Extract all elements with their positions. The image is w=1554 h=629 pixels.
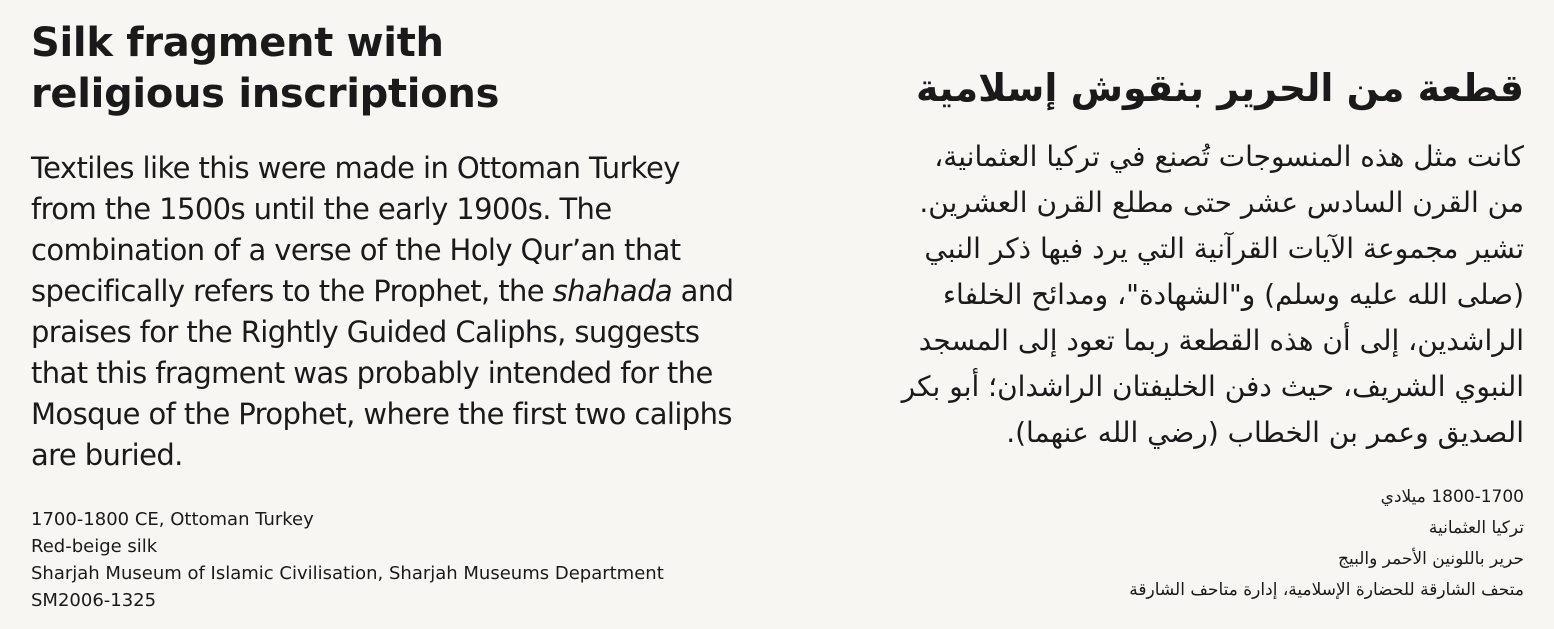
arabic-description-line: الراشدين، إلى أن هذه القطعة ربما تعود إلى المسجد <box>918 324 1524 357</box>
arabic-title: قطعة من الحرير بنقوش إسلامية <box>916 66 1524 110</box>
arabic-column <box>824 62 1524 606</box>
english-description-text-2: and praises for the Rightly Guided Caliphs, suggests that this fragment was probably intended for the Mosque of the Prophet, where the first two caliphs are buried. <box>31 274 734 472</box>
arabic-material: حرير باللونين الأحمر والبيج <box>1338 549 1524 569</box>
english-accession-number: SM2006-1325 <box>31 590 157 611</box>
english-title-line-1: Silk fragment with <box>31 20 444 66</box>
english-material: Red-beige silk <box>31 536 158 557</box>
arabic-place: تركيا العثمانية <box>1428 518 1524 538</box>
arabic-collection: متحف الشارقة للحضارة الإسلامية، إدارة متاحف الشارقة <box>1129 580 1524 600</box>
arabic-object-details <box>824 482 1524 606</box>
english-description-text-1: Textiles like this were made in Ottoman Turkey from the 1500s until the early 1900s. The combination of a verse of the Holy Qur’an that specifically refers to the Prophet, the <box>31 151 681 308</box>
arabic-description <box>824 134 1524 456</box>
english-title <box>31 18 751 120</box>
english-object-details <box>31 506 751 614</box>
arabic-description-line: النبوي الشريف، حيث دفن الخليفتان الراشدان؛ أبو بكر <box>901 370 1524 403</box>
english-title-line-2: religious inscriptions <box>31 71 500 117</box>
english-description <box>31 148 751 476</box>
arabic-description-line: (صلى الله عليه وسلم) و"الشهادة"، ومدائح الخلفاء <box>942 278 1524 311</box>
english-collection: Sharjah Museum of Islamic Civilisation, Sharjah Museums Department <box>31 563 664 584</box>
english-column <box>31 18 751 614</box>
arabic-description-line: تشير مجموعة الآيات القرآنية التي يرد فيها ذكر النبي <box>924 232 1524 265</box>
arabic-date: 1800-1700 ميلادي <box>1380 487 1524 507</box>
english-description-italic-term: shahada <box>552 274 673 308</box>
arabic-description-line: من القرن السادس عشر حتى مطلع القرن العشرين. <box>919 186 1524 219</box>
english-date-place: 1700-1800 CE, Ottoman Turkey <box>31 509 314 530</box>
arabic-description-line: كانت مثل هذه المنسوجات تُصنع في تركيا العثمانية، <box>934 140 1524 173</box>
arabic-description-line: الصديق وعمر بن الخطاب (رضي الله عنهما). <box>1006 416 1524 449</box>
